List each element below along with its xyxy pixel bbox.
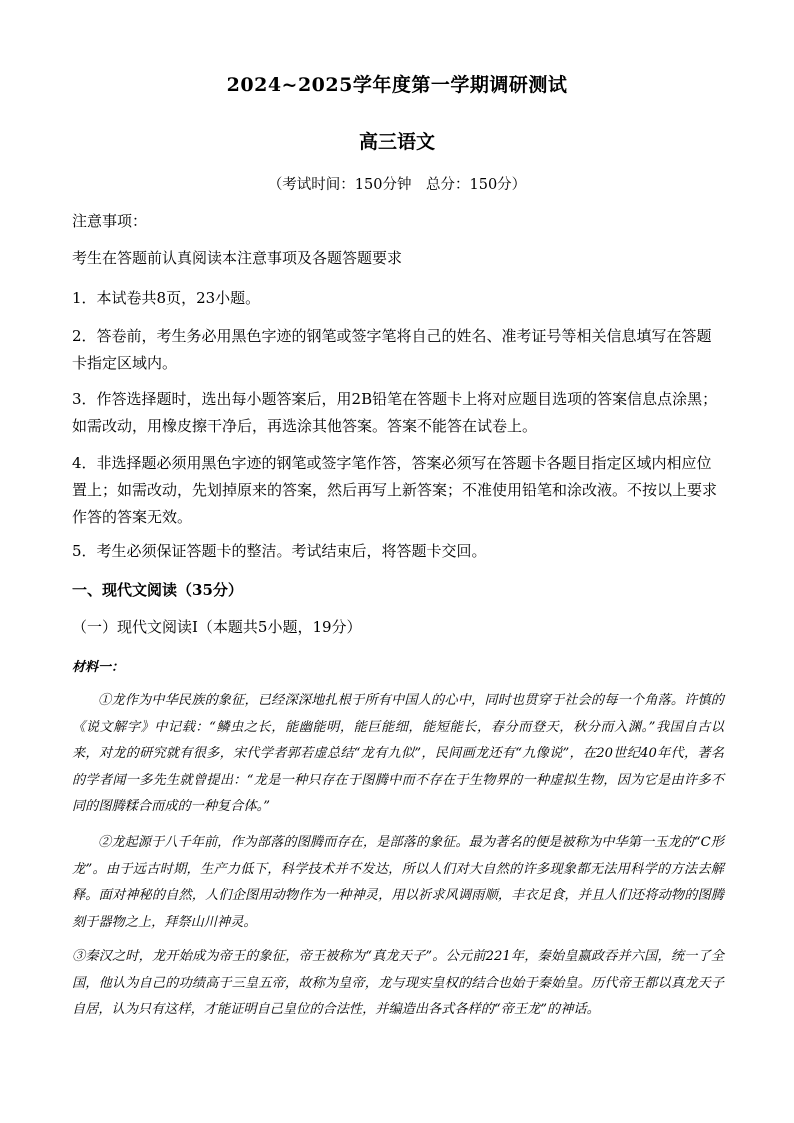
material-paragraph-3: ③秦汉之时，龙开始成为帝王的象征，帝王被称为“真龙天子”。公元前221年，秦始皇嬴政吞并六国，统一了全国，他认为自己的功绩高于三皇五帝，故称为皇帝，龙与现实皇权的结合也始于秦始皇。历代帝王都以真龙天子自居，认为只有这样，才能证明自己皇位的合法性，并编造出各式各样的“帝王龙”的神话。	[72, 949, 724, 1017]
notice-item-3: 3．作答选择题时，选出每小题答案后，用2B铅笔在答题卡上将对应题目选项的答案信息点涂黑；如需改动，用橡皮擦干净后，再选涂其他答案。答案不能答在试卷上。	[72, 390, 718, 435]
notice-item-4: 4．非选择题必须用黑色字迹的钢笔或签字笔作答，答案必须写在答题卡各题目指定区域内相应位置上；如需改动，先划掉原来的答案，然后再写上新答案；不准使用铅笔和涂改液。不按以上要求作答的答案无效。	[72, 454, 718, 526]
notice-heading: 注意事项：	[72, 212, 148, 230]
sub-section-heading: （一）现代文阅读Ⅰ（本题共5小题，19分）	[72, 618, 362, 636]
material-paragraph-2: ②龙起源于八千年前，作为部落的图腾而存在，是部落的象征。最为著名的便是被称为中华第一玉龙的“C形龙”。由于远古时期，生产力低下，科学技术并不发达，所以人们对大自然的许多现象都无法用科学的方法去解释。面对神秘的自然，人们企图用动物作为一种神灵，用以祈求风调雨顺，丰衣足食，并且人们还将动物的图腾刻于器物之上，拜祭山川神灵。	[72, 835, 724, 930]
notice-item-5: 5．考生必须保证答题卡的整洁。考试结束后，将答题卡交回。	[72, 542, 487, 560]
notice-intro: 考生在答题前认真阅读本注意事项及各题答题要求	[72, 249, 403, 267]
exam-time-score: （考试时间：150分钟 总分：150分）	[267, 177, 527, 193]
subject-title: 高三语文	[358, 131, 435, 153]
material-paragraph-1: ①龙作为中华民族的象征，已经深深地扎根于所有中国人的心中，同时也贯穿于社会的每一个角落。许慎的《说文解字》中记载：“鳞虫之长，能幽能明，能巨能细，能短能长，春分而登天，秋分而入渊。”我国自古以来，对龙的研究就有很多，宋代学者郭若虚总结“龙有九似”，民间画龙还有“九像说”，在20世纪40年代，著名的学者闻一多先生就曾提出：“龙是一种只存在于图腾中而不存在于生物界的一种虚拟生物，因为它是由许多不同的图腾糅合而成的一种复合体。”	[72, 693, 724, 814]
section-heading: 一、现代文阅读（35分）	[72, 581, 243, 599]
material-label: 材料一：	[72, 660, 125, 675]
exam-title: 2024~2025学年度第一学期调研测试	[226, 74, 568, 96]
notice-item-1: 1．本试卷共8页，23小题。	[72, 289, 261, 307]
notice-item-2: 2．答卷前，考生务必用黑色字迹的钢笔或签字笔将自己的姓名、准考证号等相关信息填写在答题卡指定区域内。	[72, 327, 712, 372]
